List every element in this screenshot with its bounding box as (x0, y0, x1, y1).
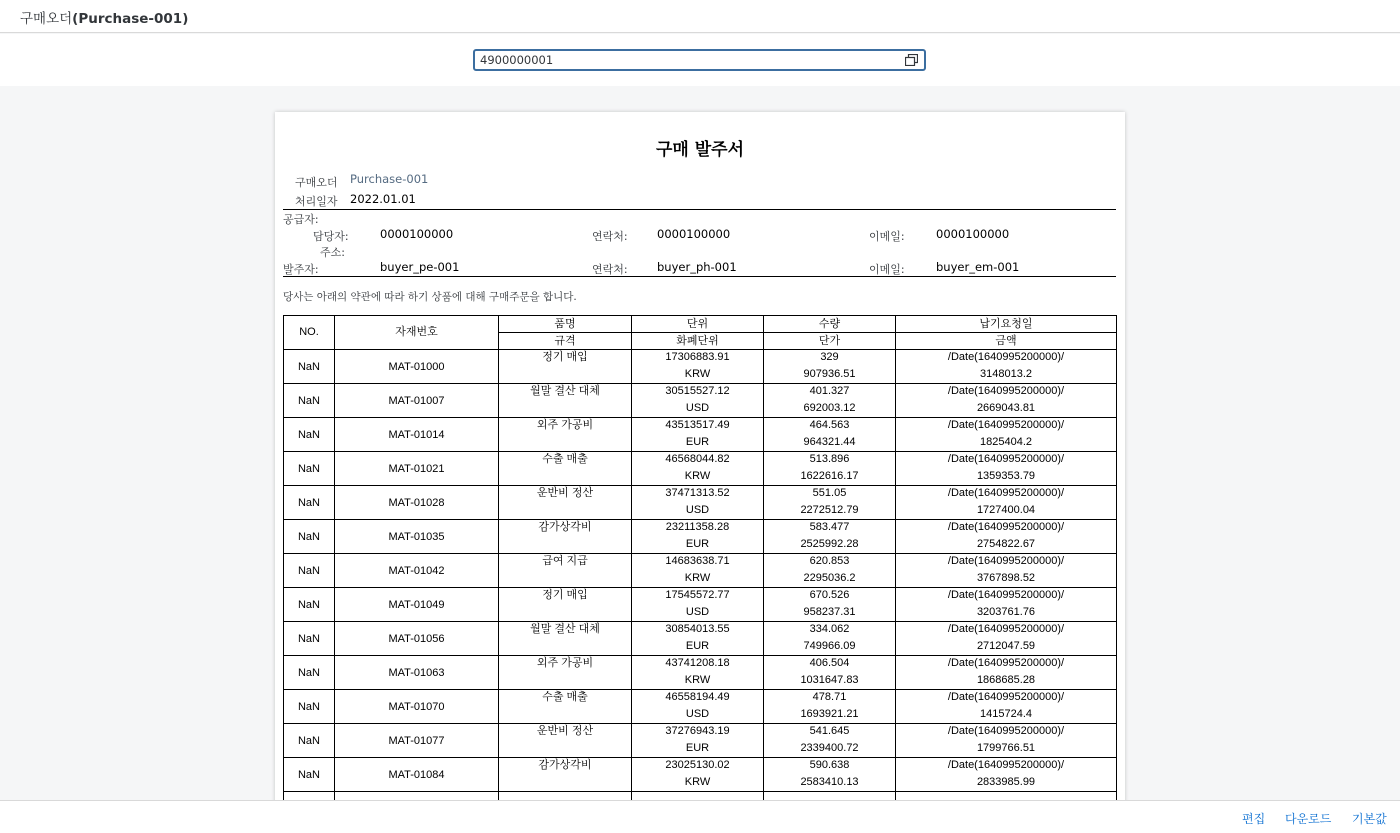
po-number-input-box[interactable] (473, 49, 926, 71)
supplier-label: 공급자: (283, 213, 319, 226)
row-price: 958237.31 (803, 605, 856, 618)
table-row (284, 452, 1117, 486)
row-price: 692003.12 (803, 401, 856, 414)
row-material: MAT-01063 (335, 656, 499, 690)
row-qty: 620.853 (809, 554, 850, 567)
row-delivery: /Date(1640995200000)/ (947, 384, 1065, 397)
row-price: 1693921.21 (800, 707, 859, 720)
row-qty-cell (764, 486, 896, 520)
row-qty-cell (764, 588, 896, 622)
table-row (284, 622, 1117, 656)
row-material: MAT-01056 (335, 622, 499, 656)
row-delivery: /Date(1640995200000)/ (947, 350, 1065, 363)
row-amount: 3148013.2 (980, 367, 1032, 380)
row-unit: 23211358.28 (665, 520, 730, 533)
row-amount: 3767898.52 (976, 571, 1036, 584)
row-qty-cell (764, 418, 896, 452)
table-row (284, 384, 1117, 418)
header-delivery: 납기요청일 (896, 316, 1117, 333)
row-delivery-cell (896, 384, 1117, 418)
row-amount: 1868685.28 (976, 673, 1036, 686)
row-qty: 329 (820, 350, 839, 363)
row-material: MAT-01021 (335, 452, 499, 486)
orderer-value: buyer_pe-001 (380, 260, 460, 274)
row-no: NaN (284, 758, 335, 792)
row-no: NaN (284, 554, 335, 588)
row-delivery-cell (896, 622, 1117, 656)
supplier-email-label: 이메일: (869, 230, 905, 243)
row-delivery: /Date(1640995200000)/ (947, 690, 1065, 703)
document-title: 구매 발주서 (655, 140, 745, 160)
row-item-cell (499, 520, 632, 554)
row-delivery: /Date(1640995200000)/ (947, 486, 1065, 499)
row-qty-cell (764, 384, 896, 418)
row-no: NaN (284, 724, 335, 758)
contact-person-value: 0000100000 (380, 227, 454, 241)
download-button[interactable]: 다운로드 (1285, 812, 1332, 826)
row-item-name (499, 791, 631, 801)
header-item-name: 품명 (499, 316, 632, 333)
header-qty: 수량 (764, 316, 896, 333)
row-no (284, 792, 335, 801)
row-no: NaN (284, 486, 335, 520)
row-price: 749966.09 (803, 639, 856, 652)
row-delivery: /Date(1640995200000)/ (947, 758, 1065, 771)
row-item-name: 정기 매입 (542, 588, 588, 601)
row-currency: KRW (684, 367, 711, 380)
po-value[interactable]: Purchase-001 (350, 172, 429, 186)
row-currency: EUR (685, 435, 710, 448)
header-spec: 규격 (499, 333, 632, 350)
row-unit-cell (632, 588, 764, 622)
table-row (284, 724, 1117, 758)
row-unit-cell (632, 520, 764, 554)
row-unit: 46568044.82 (665, 452, 730, 465)
row-price: 1031647.83 (800, 673, 859, 686)
row-material: MAT-01084 (335, 758, 499, 792)
address-label: 주소: (320, 246, 345, 259)
default-button[interactable]: 기본값 (1352, 812, 1387, 826)
row-qty (764, 791, 895, 801)
filter-header (0, 34, 1400, 86)
row-item-name: 정기 매입 (542, 350, 588, 363)
row-delivery: /Date(1640995200000)/ (947, 588, 1065, 601)
row-delivery-cell (896, 690, 1117, 724)
table-row (284, 554, 1117, 588)
row-amount: 2754822.67 (976, 537, 1036, 550)
row-item-cell (499, 486, 632, 520)
row-qty: 583.477 (809, 520, 850, 533)
row-material: MAT-01077 (335, 724, 499, 758)
orderer-email-label: 이메일: (869, 263, 905, 276)
row-unit: 43741208.18 (665, 656, 730, 669)
row-price: 2583410.13 (800, 775, 859, 788)
row-delivery-cell (896, 792, 1117, 801)
table-row (284, 486, 1117, 520)
row-material: MAT-01007 (335, 384, 499, 418)
row-currency: KRW (684, 571, 711, 584)
row-unit-cell (632, 486, 764, 520)
row-qty-cell (764, 758, 896, 792)
row-item-cell (499, 724, 632, 758)
row-qty-cell (764, 792, 896, 801)
header-material: 자재번호 (335, 316, 499, 350)
row-item-name: 외주 가공비 (536, 656, 594, 669)
row-delivery-cell (896, 724, 1117, 758)
row-item-name: 월말 결산 대체 (530, 622, 600, 635)
row-item-cell (499, 554, 632, 588)
row-delivery-cell (896, 554, 1117, 588)
row-delivery: /Date(1640995200000)/ (947, 724, 1065, 737)
row-qty-cell (764, 554, 896, 588)
row-amount: 3203761.76 (976, 605, 1036, 618)
row-unit-cell (632, 690, 764, 724)
row-unit: 37471313.52 (665, 486, 730, 499)
header-price: 단가 (764, 333, 896, 350)
supplier-email-value: 0000100000 (936, 227, 1010, 241)
row-delivery-cell (896, 350, 1117, 384)
row-unit-cell (632, 724, 764, 758)
row-material: MAT-01014 (335, 418, 499, 452)
row-amount: 2669043.81 (976, 401, 1036, 414)
row-item-cell (499, 350, 632, 384)
row-currency: KRW (684, 673, 711, 686)
row-qty: 478.71 (812, 690, 847, 703)
row-delivery: /Date(1640995200000)/ (947, 656, 1065, 669)
row-delivery-cell (896, 758, 1117, 792)
po-number-input[interactable] (480, 52, 890, 68)
row-delivery-cell (896, 452, 1117, 486)
row-amount: 2833985.99 (976, 775, 1036, 788)
edit-button[interactable]: 편집 (1242, 812, 1266, 826)
row-qty-cell (764, 724, 896, 758)
row-item-cell (499, 418, 632, 452)
row-delivery-cell (896, 520, 1117, 554)
purchase-order-document (275, 112, 1125, 800)
date-value: 2022.01.01 (350, 192, 416, 206)
row-qty-cell (764, 452, 896, 486)
row-price: 1622616.17 (800, 469, 859, 482)
row-currency: USD (685, 401, 710, 414)
row-material (335, 792, 499, 801)
header-currency: 화폐단위 (632, 333, 764, 350)
row-unit-cell (632, 758, 764, 792)
row-material: MAT-01035 (335, 520, 499, 554)
row-amount: 2712047.59 (976, 639, 1036, 652)
supplier-phone-label: 연락처: (592, 230, 628, 243)
value-help-icon[interactable] (905, 54, 918, 66)
row-unit-cell (632, 554, 764, 588)
row-item-name: 급여 지급 (542, 554, 588, 567)
contact-person-label: 담당자: (313, 230, 349, 243)
row-unit-cell (632, 418, 764, 452)
table-row (284, 520, 1117, 554)
row-currency: KRW (684, 775, 711, 788)
row-currency: EUR (685, 741, 710, 754)
row-no: NaN (284, 656, 335, 690)
supplier-phone-value: 0000100000 (657, 227, 731, 241)
row-item-name: 월말 결산 대체 (530, 384, 600, 397)
row-delivery: /Date(1640995200000)/ (947, 520, 1065, 533)
row-unit: 30515527.12 (665, 384, 730, 397)
table-row (284, 792, 1117, 801)
row-material: MAT-01000 (335, 350, 499, 384)
row-delivery: /Date(1640995200000)/ (947, 418, 1065, 431)
row-item-name: 운반비 정산 (536, 724, 594, 737)
row-qty: 541.645 (809, 724, 850, 737)
row-price: 2525992.28 (800, 537, 859, 550)
row-material: MAT-01070 (335, 690, 499, 724)
row-unit-cell (632, 792, 764, 801)
table-row (284, 758, 1117, 792)
row-item-cell (499, 792, 632, 801)
row-no: NaN (284, 418, 335, 452)
row-item-cell (499, 622, 632, 656)
row-unit-cell (632, 622, 764, 656)
row-unit: 30854013.55 (665, 622, 730, 635)
row-qty-cell (764, 690, 896, 724)
row-price: 2339400.72 (800, 741, 859, 754)
orderer-label: 발주자: (283, 263, 319, 276)
row-price: 2295036.2 (803, 571, 856, 584)
row-unit: 14683638.71 (665, 554, 730, 567)
row-no: NaN (284, 622, 335, 656)
app-title: 구매오더(Purchase-001) (20, 11, 189, 27)
table-row (284, 588, 1117, 622)
table-row (284, 418, 1117, 452)
row-qty: 513.896 (809, 452, 850, 465)
row-unit: 43513517.49 (665, 418, 730, 431)
row-amount: 1727400.04 (976, 503, 1036, 516)
row-unit: 23025130.02 (665, 758, 730, 771)
header-unit: 단위 (632, 316, 764, 333)
row-item-cell (499, 588, 632, 622)
orderer-phone-value: buyer_ph-001 (657, 260, 737, 274)
row-delivery-cell (896, 418, 1117, 452)
row-item-cell (499, 656, 632, 690)
table-row (284, 656, 1117, 690)
row-amount: 1799766.51 (976, 741, 1036, 754)
shell-bar (0, 0, 1400, 33)
row-currency: EUR (685, 537, 710, 550)
row-no: NaN (284, 350, 335, 384)
row-item-name: 수출 매출 (542, 452, 588, 465)
row-amount: 1415724.4 (980, 707, 1032, 720)
row-item-cell (499, 384, 632, 418)
row-qty-cell (764, 656, 896, 690)
row-item-name: 감가상각비 (538, 520, 592, 533)
row-qty: 551.05 (812, 486, 847, 499)
row-currency: USD (685, 707, 710, 720)
row-delivery-cell (896, 656, 1117, 690)
row-unit-cell (632, 656, 764, 690)
row-amount: 1825404.2 (980, 435, 1032, 448)
table-row (284, 350, 1117, 384)
table-row (284, 690, 1117, 724)
row-currency: USD (685, 605, 710, 618)
row-currency: KRW (684, 469, 711, 482)
row-material: MAT-01042 (335, 554, 499, 588)
row-price: 2272512.79 (800, 503, 859, 516)
row-item-name: 감가상각비 (538, 758, 592, 771)
row-qty-cell (764, 622, 896, 656)
row-currency: EUR (685, 639, 710, 652)
footer-toolbar (0, 800, 1400, 833)
row-price: 964321.44 (803, 435, 856, 448)
row-no: NaN (284, 452, 335, 486)
row-qty-cell (764, 350, 896, 384)
row-currency: USD (685, 503, 710, 516)
row-qty: 406.504 (809, 656, 850, 669)
divider (283, 276, 1116, 277)
po-label: 구매오더 (295, 176, 338, 189)
row-unit: 17306883.91 (665, 350, 730, 363)
row-item-cell (499, 690, 632, 724)
row-material: MAT-01049 (335, 588, 499, 622)
row-unit: 17545572.77 (665, 588, 730, 601)
row-qty: 401.327 (809, 384, 850, 397)
items-table (283, 315, 1117, 800)
row-no: NaN (284, 588, 335, 622)
row-delivery-cell (896, 588, 1117, 622)
row-unit-cell (632, 384, 764, 418)
header-no: NO. (284, 316, 335, 350)
row-unit-cell (632, 452, 764, 486)
row-qty: 590.638 (809, 758, 850, 771)
orderer-email-value: buyer_em-001 (936, 260, 1020, 274)
divider (283, 209, 1116, 210)
date-label: 처리일자 (295, 195, 338, 208)
row-unit (632, 791, 763, 801)
row-qty: 334.062 (809, 622, 850, 635)
header-amount: 금액 (896, 333, 1117, 350)
row-qty: 464.563 (809, 418, 850, 431)
row-item-cell (499, 452, 632, 486)
content-area[interactable] (0, 86, 1400, 800)
row-item-cell (499, 758, 632, 792)
orderer-phone-label: 연락처: (592, 263, 628, 276)
row-qty: 670.526 (809, 588, 850, 601)
row-unit-cell (632, 350, 764, 384)
row-price: 907936.51 (803, 367, 856, 380)
row-delivery: /Date(1640995200000)/ (947, 622, 1065, 635)
intro-text: 당사는 아래의 약관에 따라 하기 상품에 대해 구매주문을 합니다. (283, 291, 577, 303)
row-qty-cell (764, 520, 896, 554)
row-delivery (896, 791, 1116, 801)
row-no: NaN (284, 384, 335, 418)
row-unit: 37276943.19 (665, 724, 730, 737)
row-item-name: 운반비 정산 (536, 486, 594, 499)
row-unit: 46558194.49 (665, 690, 730, 703)
row-item-name: 외주 가공비 (536, 418, 594, 431)
row-material: MAT-01028 (335, 486, 499, 520)
row-delivery-cell (896, 486, 1117, 520)
row-delivery: /Date(1640995200000)/ (947, 554, 1065, 567)
row-item-name: 수출 매출 (542, 690, 588, 703)
row-delivery: /Date(1640995200000)/ (947, 452, 1065, 465)
row-no: NaN (284, 690, 335, 724)
row-no: NaN (284, 520, 335, 554)
row-amount: 1359353.79 (976, 469, 1036, 482)
